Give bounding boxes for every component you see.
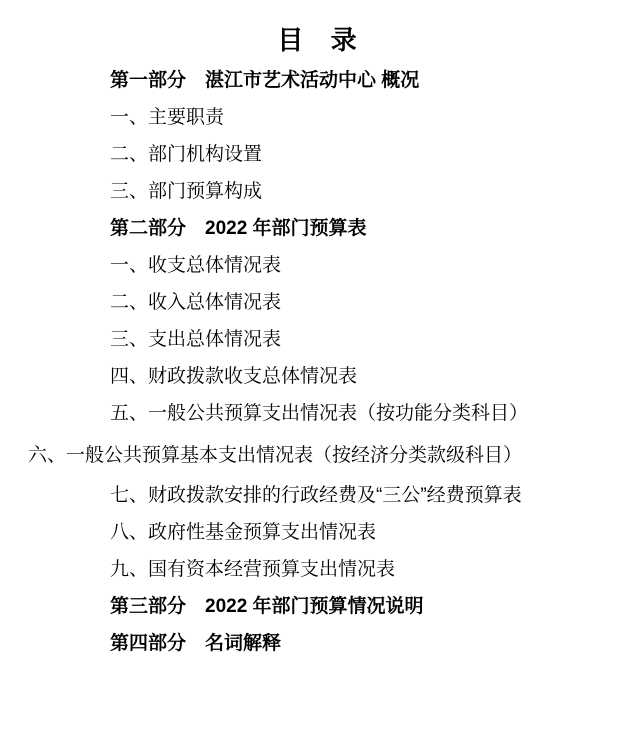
toc-entry-item-2-2[interactable]: 二、收入总体情况表 — [110, 292, 282, 313]
toc-entry-item-2-9[interactable]: 九、国有资本经营预算支出情况表 — [110, 559, 396, 581]
toc-entry-item-2-5[interactable]: 五、一般公共预算支出情况表（按功能分类科目） — [110, 403, 529, 424]
toc-entry-item-2-1[interactable]: 一、收支总体情况表 — [110, 255, 282, 276]
toc-entry-part-2[interactable]: 第二部分 2022 年部门预算表 — [110, 218, 367, 239]
page-title: 目 录 — [277, 25, 367, 55]
toc-entry-item-2-7[interactable]: 七、财政拨款安排的行政经费及“三公”经费预算表 — [110, 485, 522, 507]
toc-entry-item-1-3[interactable]: 三、部门预算构成 — [110, 181, 263, 202]
toc-entry-item-2-4[interactable]: 四、财政拨款收支总体情况表 — [110, 366, 358, 387]
toc-entry-item-2-6[interactable]: 六、一般公共预算基本支出情况表（按经济分类款级科目） — [28, 445, 523, 466]
toc-entry-item-2-8[interactable]: 八、政府性基金预算支出情况表 — [110, 522, 377, 544]
table-of-contents — [28, 71, 616, 653]
toc-entry-part-1[interactable]: 第一部分 湛江市艺术活动中心 概况 — [110, 70, 420, 91]
toc-entry-part-4[interactable]: 第四部分 名词解释 — [110, 633, 282, 655]
toc-entry-item-1-2[interactable]: 二、部门机构设置 — [110, 144, 263, 165]
toc-entry-item-2-3[interactable]: 三、支出总体情况表 — [110, 329, 282, 350]
toc-entry-part-3[interactable]: 第三部分 2022 年部门预算情况说明 — [110, 596, 424, 618]
toc-entry-item-1-1[interactable]: 一、主要职责 — [110, 107, 225, 128]
